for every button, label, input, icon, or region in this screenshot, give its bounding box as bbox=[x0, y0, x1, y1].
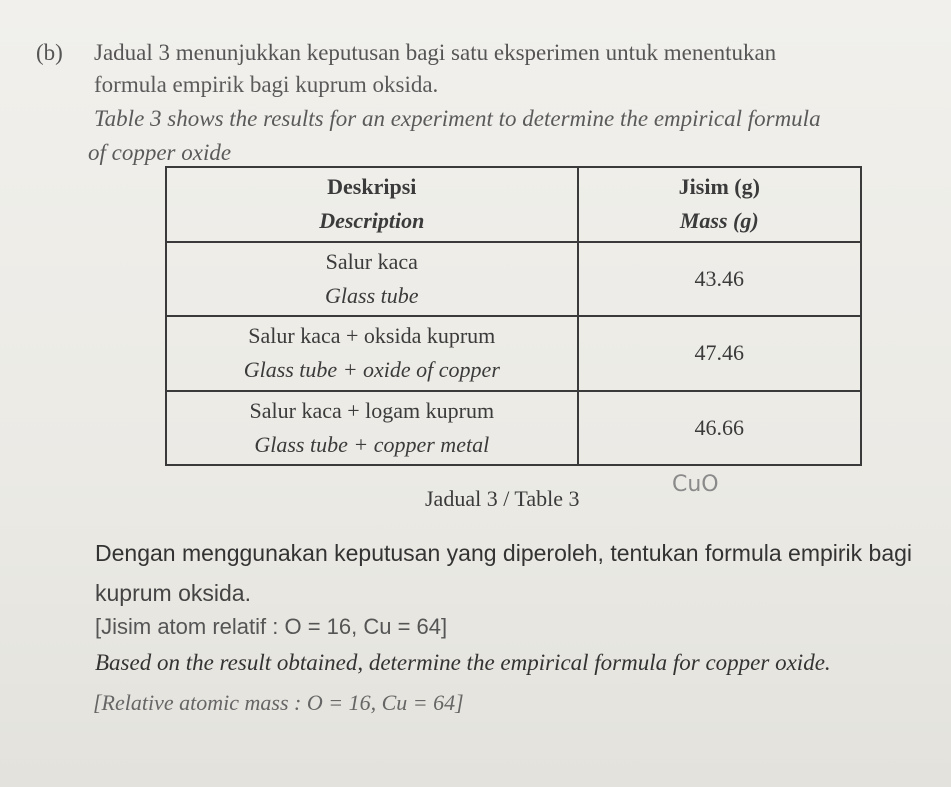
task-en-note: [Relative atomic mass : O = 16, Cu = 64] bbox=[93, 690, 464, 715]
table-row bbox=[166, 316, 861, 391]
row-mass: 43.46 bbox=[578, 242, 861, 317]
handwritten-note: CuO bbox=[672, 472, 719, 497]
task-ms-note: [Jisim atom relatif : O = 16, Cu = 64] bbox=[95, 614, 448, 639]
row-description bbox=[166, 316, 578, 391]
row-mass: 46.66 bbox=[578, 391, 861, 466]
row-description bbox=[166, 391, 578, 466]
intro-en-continued: of copper oxide bbox=[88, 140, 232, 165]
task-ms-continued: kuprum oksida. bbox=[95, 580, 251, 606]
row-description-ms: Salur kaca + logam kuprum bbox=[249, 397, 495, 423]
task-en: Based on the result obtained, determine the empirical formula for copper oxide. bbox=[95, 650, 831, 675]
header-mass-ms: Jisim (g) bbox=[678, 174, 760, 200]
intro-ms-text: Jadual 3 menunjukkan keputusan bagi satu eksperimen untuk menentukan bbox=[94, 40, 777, 65]
header-description-en: Description bbox=[319, 208, 425, 234]
table-caption: Jadual 3 / Table 3 bbox=[425, 486, 580, 511]
row-mass: 47.46 bbox=[578, 316, 861, 391]
task-ms: Dengan menggunakan keputusan yang diperoleh, tentukan formula empirik bagi bbox=[95, 540, 913, 566]
table-row bbox=[166, 242, 861, 317]
intro-ms-continued: formula empirik bagi kuprum oksida. bbox=[94, 72, 439, 97]
row-description-en: Glass tube + oxide of copper bbox=[243, 357, 500, 383]
results-table bbox=[165, 166, 862, 466]
question-intro-ms bbox=[36, 40, 776, 66]
table-row bbox=[166, 391, 861, 466]
header-mass bbox=[578, 167, 861, 242]
header-description-ms: Deskripsi bbox=[327, 174, 417, 200]
question-marker: (b) bbox=[36, 40, 63, 65]
row-description-en: Glass tube + copper metal bbox=[254, 431, 490, 457]
table-header-row bbox=[166, 167, 861, 242]
row-description-ms: Salur kaca + oksida kuprum bbox=[248, 323, 496, 349]
header-description bbox=[166, 167, 578, 242]
header-mass-en: Mass (g) bbox=[679, 208, 759, 234]
intro-en: Table 3 shows the results for an experiment to determine the empirical formula bbox=[94, 106, 821, 131]
row-description-en: Glass tube bbox=[325, 282, 419, 308]
row-description bbox=[166, 242, 578, 317]
row-description-ms: Salur kaca bbox=[325, 248, 418, 274]
